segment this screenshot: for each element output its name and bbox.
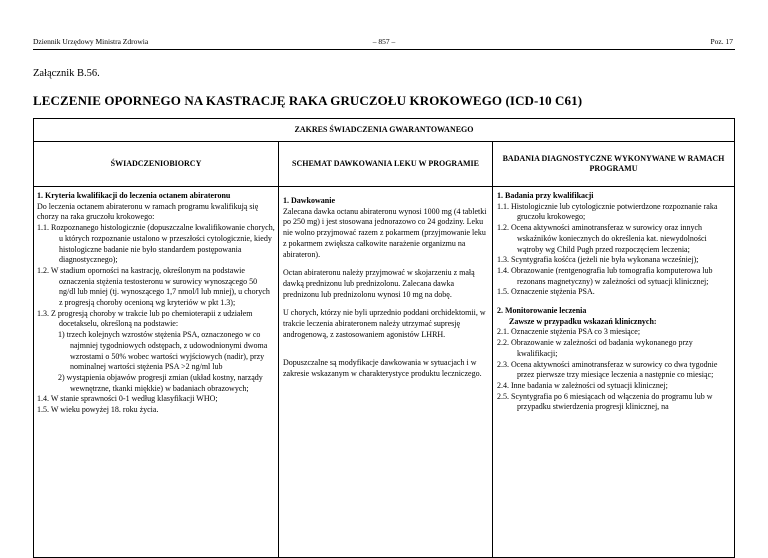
criterion-item: 1.5. W wieku powyżej 18. roku życia. xyxy=(37,405,159,415)
section-header: ZAKRES ŚWIADCZENIA GWARANTOWANEGO xyxy=(34,119,734,142)
qualification-tests-heading: 1. Badania przy kwalifikacji xyxy=(497,191,594,200)
dosage-paragraph: U chorych, którzy nie byli uprzednio poddani orchidektomii, w trakcie leczenia abirateronem należy utrzymać supresję androgenową, z zastosowaniem agonistów LHRH. xyxy=(283,308,486,339)
annex-label: Załącznik B.56. xyxy=(33,68,100,79)
column-divider xyxy=(278,141,279,557)
dosage-cell xyxy=(283,187,489,388)
criterion-item: 1.3. Z progresją choroby w trakcie lub po chemioterapii z udziałem docetakselu, określoną na podstawie: xyxy=(37,308,253,329)
qualification-intro: Do leczenia octanem abirateronu w ramach programu kwalifikują się chorzy na raka gruczołu krokowego: xyxy=(37,201,259,222)
monitoring-item: 2.3. Ocena aktywności aminotransferaz w surowicy co dwa tygodnie przez pierwsze trzy miesiące leczenia a następnie co miesiąc; xyxy=(497,359,718,380)
criterion-subitem: 1) trzech kolejnych wzrostów stężenia PSA, oznaczonego w co najmniej tygodniowych odstępach, z udowodnionymi dwoma wzrostami o 50% wobec wartości wyjściowych (nadir), przy nominalnej wartości stężenia PSA >2 ng/ml lub xyxy=(58,330,268,372)
diagnostics-cell xyxy=(497,191,733,413)
journal-name: Dziennik Urzędowy Ministra Zdrowia xyxy=(33,37,149,46)
criterion-item: 1.2. W stadium oporności na kastrację, określonym na podstawie oznaczenia stężenia testosteronu w surowicy wynoszącego 50 ng/dl lub mniej (tj. wynoszącego 1,7 nmol/l lub mniej), u chorych z progresją choroby ocenioną wg kryteriów w pkt 1.3); xyxy=(37,265,270,308)
criterion-item: 1.4. W stanie sprawności 0-1 według klasyfikacji WHO; xyxy=(37,394,218,404)
test-item: 1.4. Obrazowanie (rentgenografia lub tomografia komputerowa lub rezonans magnetyczny) w zależności od sytuacji klinicznej; xyxy=(497,265,713,286)
monitoring-item: 2.2. Obrazowanie w zależności od badania wykonanego przy kwalifikacji; xyxy=(497,338,693,358)
page-title: LECZENIE OPORNEGO NA KASTRACJĘ RAKA GRUCZOŁU KROKOWEGO (ICD-10 C61) xyxy=(33,93,583,108)
col-header-diagnostics: BADANIA DIAGNOSTYCZNE WYKONYWANE W RAMACH PROGRAMU xyxy=(502,153,725,173)
column-divider xyxy=(492,141,493,557)
col-header-dosage: SCHEMAT DAWKOWANIA LEKU W PROGRAMIE xyxy=(292,158,479,168)
dosage-paragraph: Dopuszczalne są modyfikacje dawkowania w sytuacjach i w zakresie wskazanym w charakterystyce produktu leczniczego. xyxy=(283,358,482,379)
page-number: – 857 – xyxy=(372,37,396,46)
dosage-heading: 1. Dawkowanie xyxy=(283,196,336,205)
dosage-paragraph: Zalecana dawka octanu abirateronu wynosi 1000 mg (4 tabletki po 250 mg) i jest stosowana jednorazowo co 24 godziny. Leku nie wolno przyjmować razem z pokarmem (przyjmowanie leku z pokarmem zwiększa całkowite narażenie organizmu na abirateron). xyxy=(283,206,487,259)
test-item: 1.1. Histologicznie lub cytologicznie potwierdzone rozpoznanie raka gruczołu krokowego; xyxy=(497,201,718,222)
monitoring-item: 2.5. Scyntygrafia po 6 miesiącach od włączenia do programu lub w przypadku stwierdzenia progresji klinicznej, na xyxy=(497,391,713,412)
position-number: Poz. 17 xyxy=(710,37,733,46)
beneficiaries-cell xyxy=(37,191,275,416)
col-header-beneficiaries: ŚWIADCZENIOBIORCY xyxy=(110,158,202,168)
header-rule xyxy=(33,49,735,50)
monitoring-item: 2.1. Oznaczenie stężenia PSA co 3 miesiące; xyxy=(497,327,641,337)
monitoring-heading: 2. Monitorowanie leczenia xyxy=(497,306,587,316)
dosage-paragraph: Octan abirateronu należy przyjmować w skojarzeniu z małą dawką prednizonu lub prednizolonu. Zalecana dawka prednizonu lub prednizolonu wynosi 10 mg na dobę. xyxy=(283,268,475,299)
monitoring-item: 2.4. Inne badania w zależności od sytuacji klinicznej; xyxy=(497,380,668,390)
test-item: 1.3. Scyntygrafia kośćca (jeżeli nie była wykonana wcześniej); xyxy=(497,255,699,265)
test-item: 1.2. Ocena aktywności aminotransferaz w surowicy oraz innych wskaźników koniecznych do określenia kat. niewydolności wątroby wg Child Pugh przed rozpoczęciem leczenia; xyxy=(497,223,707,254)
criterion-item: 1.1. Rozpoznanego histologicznie (dopuszczalne kwalifikowanie chorych, u których rozpoznanie ustalono w przeszłości cytologicznie, kiedy histologiczne badanie nie było standardem postępowania diagnostycznego); xyxy=(37,223,275,265)
monitoring-subheading: Zawsze w przypadku wskazań klinicznych: xyxy=(509,316,657,326)
criterion-subitem: 2) wystąpienia objawów progresji zmian (układ kostny, narządy wewnętrzne, tkanki miękkie) w badaniach obrazowych; xyxy=(58,372,263,393)
test-item: 1.5. Oznaczenie stężenia PSA. xyxy=(497,287,595,297)
program-table xyxy=(33,118,735,558)
qualification-heading: 1. Kryteria kwalifikacji do leczenia octanem abirateronu xyxy=(37,191,231,200)
